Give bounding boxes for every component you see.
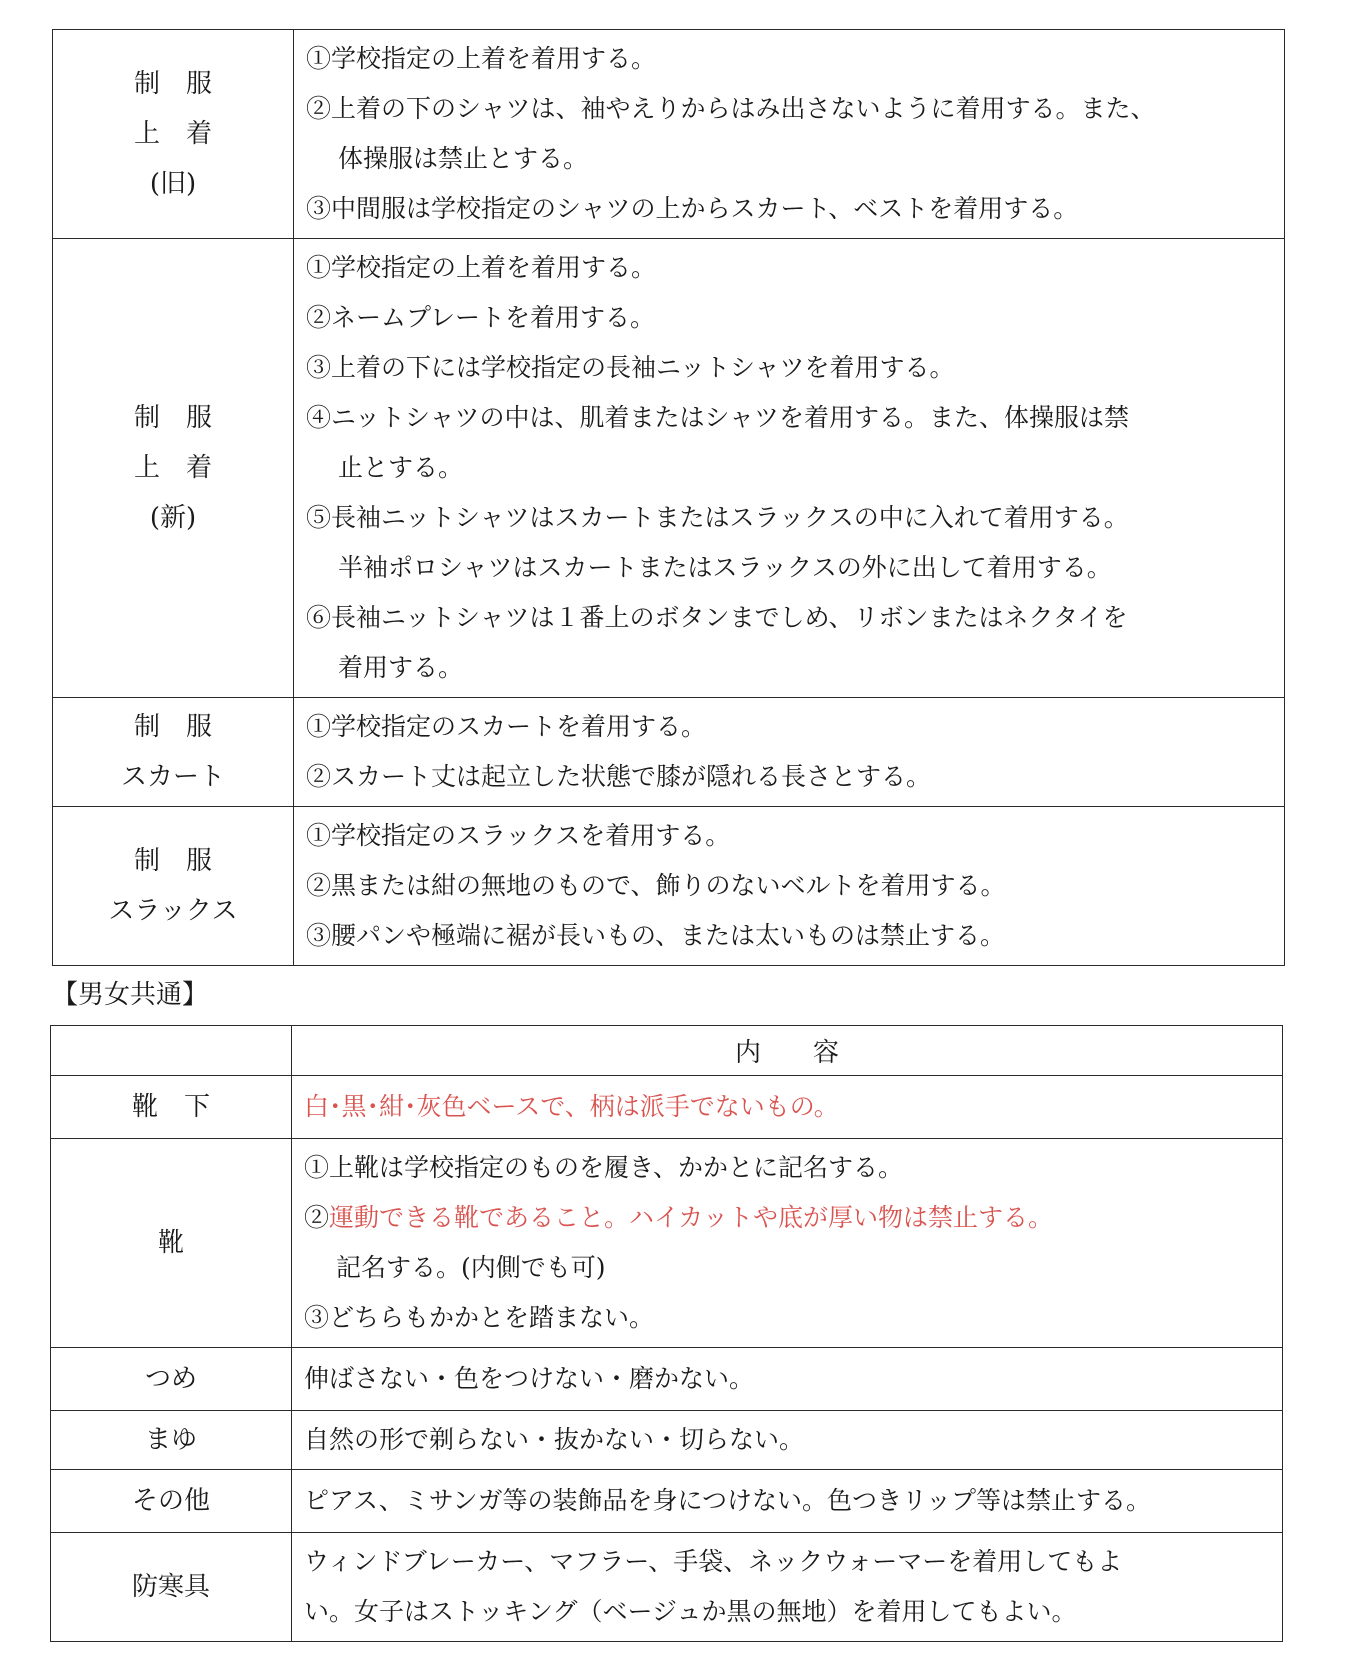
table-row	[51, 1411, 1283, 1470]
rule-item: ③上着の下には学校指定の長袖ニットシャツを着用する。	[306, 353, 955, 382]
row-label	[53, 239, 294, 698]
label-line: 制 服	[133, 712, 212, 742]
table-row	[51, 1533, 1283, 1642]
row-content	[292, 1411, 1283, 1470]
row-content	[294, 698, 1285, 807]
row-label	[53, 698, 294, 807]
rule-item: ①学校指定のスカートを着用する。	[306, 712, 707, 741]
rule-item: ⑤長袖ニットシャツはスカートまたはスラックスの中に入れて着用する。	[306, 503, 1129, 532]
table-row	[51, 1139, 1283, 1348]
rule-item: ⑥長袖ニットシャツは１番上のボタンまでしめ、リボンまたはネクタイを	[306, 603, 1128, 632]
row-label: 靴	[51, 1139, 292, 1348]
row-content	[294, 807, 1285, 966]
rule-item: ①上靴は学校指定のものを履き、かかとに記名する。	[304, 1153, 904, 1182]
row-label	[53, 807, 294, 966]
table-row	[53, 807, 1285, 966]
rule-item: ①学校指定の上着を着用する。	[306, 44, 657, 73]
rule-item: ③中間服は学校指定のシャツの上からスカート、ベストを着用する。	[306, 194, 1079, 223]
table-row	[53, 698, 1285, 807]
table-row	[53, 239, 1285, 698]
row-label: 防寒具	[51, 1533, 292, 1642]
section-title: 【男女共通】	[52, 980, 209, 1010]
rule-item: ②黒または紺の無地のもので、飾りのないベルトを着用する。	[306, 871, 1006, 900]
rule-item: ③腰パンや極端に裾が長いもの、または太いものは禁止する。	[306, 921, 1006, 950]
rule-item: ①学校指定の上着を着用する。	[306, 253, 657, 282]
row-label: 靴 下	[51, 1076, 292, 1139]
rule-item: ③どちらもかかとを踏まない。	[304, 1303, 655, 1332]
row-label	[53, 30, 294, 239]
rule-item-continuation: 体操服は禁止とする。	[338, 144, 589, 173]
header-content-cell: 内 容	[292, 1026, 1283, 1076]
rule-item: ④ニットシャツの中は、肌着またはシャツを着用する。また、体操服は禁	[306, 403, 1130, 432]
label-line: 上 着	[133, 453, 212, 483]
table-row	[53, 30, 1285, 239]
label-line: 制 服	[133, 69, 212, 99]
row-label: その他	[51, 1470, 292, 1533]
table-header-row	[51, 1026, 1283, 1076]
uniform-rules-table	[52, 29, 1285, 966]
label-line: (新)	[149, 503, 197, 533]
rule-item: ②スカート丈は起立した状態で膝が隠れる長さとする。	[306, 762, 932, 791]
label-line: 制 服	[133, 846, 212, 876]
rule-item-continuation: 半袖ポロシャツはスカートまたはスラックスの外に出して着用する。	[338, 553, 1112, 582]
row-label: つめ	[51, 1348, 292, 1411]
common-rules-table	[50, 1025, 1283, 1642]
cold-text-line: ウィンドブレーカー、マフラー、手袋、ネックウォーマーを着用してもよ	[304, 1547, 1123, 1576]
label-line: スカート	[120, 762, 225, 792]
red-rule-text: 運動できる靴であること。ハイカットや底が厚い物は禁止する。	[329, 1203, 1054, 1232]
rule-item: ①学校指定のスラックスを着用する。	[306, 821, 731, 850]
header-blank-cell	[51, 1026, 292, 1076]
nails-text: 伸ばさない・色をつけない・磨かない。	[304, 1364, 755, 1393]
row-content	[292, 1470, 1283, 1533]
label-line: 上 着	[133, 119, 212, 149]
cold-text-line: い。女子はストッキング（ベージュか黒の無地）を着用してもよい。	[304, 1597, 1077, 1626]
row-label: まゆ	[51, 1411, 292, 1470]
rule-item-continuation: 記名する。(内側でも可)	[336, 1253, 606, 1282]
table-row	[51, 1348, 1283, 1411]
rule-item: ②ネームプレートを着用する。	[306, 303, 656, 332]
row-content	[292, 1076, 1283, 1139]
item-number: ②	[304, 1203, 330, 1232]
row-content	[292, 1348, 1283, 1411]
rule-item	[304, 1193, 1272, 1243]
eyebrows-text: 自然の形で剃らない・抜かない・切らない。	[304, 1425, 805, 1454]
table-row	[51, 1076, 1283, 1139]
socks-text: 白･黒･紺･灰色ベースで、柄は派手でないもの。	[304, 1092, 839, 1121]
label-line: 制 服	[133, 403, 212, 433]
table-row	[51, 1470, 1283, 1533]
rule-item: ②上着の下のシャツは、袖やえりからはみ出さないように着用する。また、	[306, 94, 1156, 123]
row-content	[292, 1139, 1283, 1348]
label-line: スラックス	[108, 896, 238, 926]
row-content	[294, 239, 1285, 698]
rule-item-continuation: 着用する。	[338, 653, 464, 682]
label-line: (旧)	[149, 169, 197, 199]
row-content	[294, 30, 1285, 239]
other-text: ピアス、ミサンガ等の装飾品を身につけない。色つきリップ等は禁止する。	[304, 1486, 1152, 1515]
row-content	[292, 1533, 1283, 1642]
rule-item-continuation: 止とする。	[338, 453, 464, 482]
